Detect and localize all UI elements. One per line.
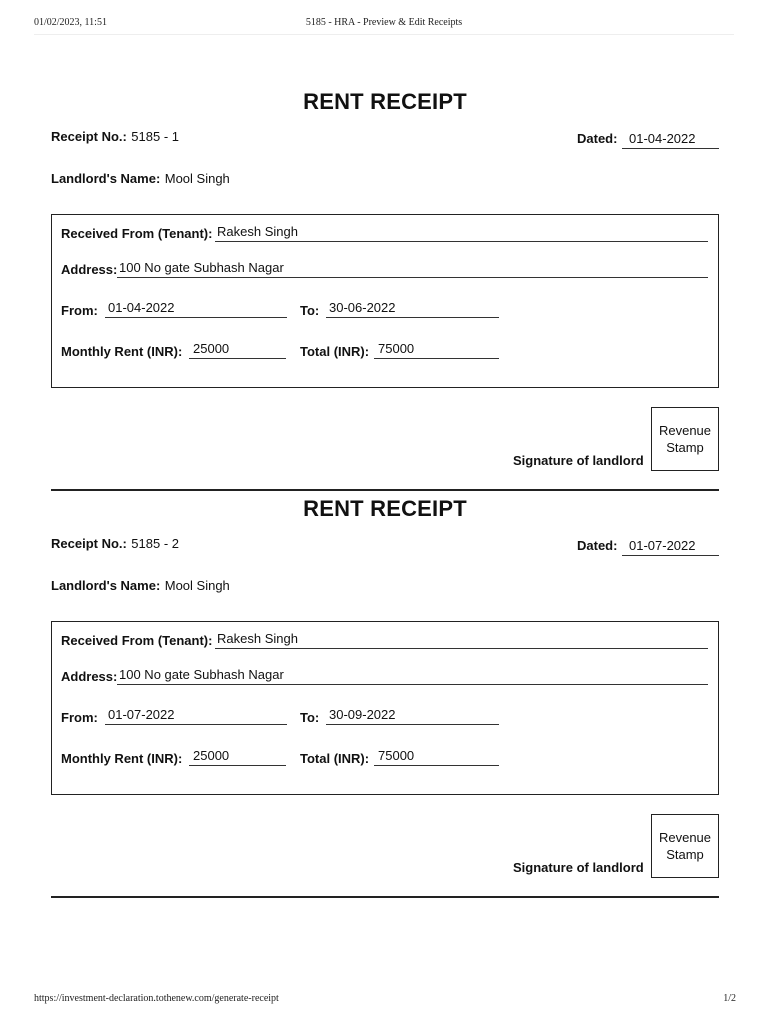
to-date-field[interactable]: 30-09-2022 — [326, 707, 499, 725]
print-page-number: 1/2 — [723, 993, 736, 1004]
received-from-label: Received From (Tenant): — [61, 633, 213, 648]
receipt-title: RENT RECEIPT — [303, 89, 467, 114]
print-url[interactable]: https://investment-declaration.tothenew.com/generate-receipt — [34, 993, 279, 1004]
from-label: From: — [61, 303, 98, 318]
landlord-name-value: Mool Singh — [164, 171, 230, 186]
dated-field[interactable]: 01-07-2022 — [622, 538, 719, 556]
landlord-row — [51, 170, 230, 188]
received-from-label: Received From (Tenant): — [61, 226, 213, 241]
address-field[interactable]: 100 No gate Subhash Nagar — [117, 260, 708, 278]
address-label: Address: — [61, 262, 118, 277]
dated-field[interactable]: 01-04-2022 — [622, 131, 719, 149]
receipt-number-label: Receipt No.: — [51, 536, 127, 551]
receipt-number-value: 5185 - 2 — [131, 536, 179, 551]
revenue-stamp-box — [651, 407, 719, 471]
receipt-number-row — [51, 128, 179, 146]
revenue-stamp-box — [651, 814, 719, 878]
dated-label: Dated: — [577, 538, 618, 553]
receipt-title: RENT RECEIPT — [303, 496, 467, 521]
receipt-separator — [51, 896, 719, 898]
rent-receipt-1 — [51, 89, 719, 497]
tenant-details-box — [51, 621, 719, 795]
landlord-signature-label: Signature of landlord — [513, 860, 644, 875]
landlord-row — [51, 577, 230, 595]
print-header — [34, 17, 734, 31]
tenant-name-field[interactable]: Rakesh Singh — [215, 224, 708, 242]
landlord-name-label: Landlord's Name: — [51, 171, 161, 186]
dated-label: Dated: — [577, 131, 618, 146]
total-field[interactable]: 75000 — [374, 341, 499, 359]
revenue-stamp-line2: Stamp — [666, 440, 704, 455]
to-date-field[interactable]: 30-06-2022 — [326, 300, 499, 318]
rent-receipt-2 — [51, 496, 719, 904]
receipt-number-row — [51, 535, 179, 553]
monthly-rent-label: Monthly Rent (INR): — [61, 751, 183, 766]
revenue-stamp-line1: Revenue — [658, 423, 712, 438]
address-label: Address: — [61, 669, 118, 684]
print-datetime: 01/02/2023, 11:51 — [34, 17, 107, 28]
tenant-details-box — [51, 214, 719, 388]
print-footer — [34, 993, 734, 1007]
monthly-rent-label: Monthly Rent (INR): — [61, 344, 183, 359]
monthly-rent-field[interactable]: 25000 — [189, 748, 286, 766]
tenant-name-field[interactable]: Rakesh Singh — [215, 631, 708, 649]
from-label: From: — [61, 710, 98, 725]
revenue-stamp-line1: Revenue — [658, 830, 712, 845]
total-field[interactable]: 75000 — [374, 748, 499, 766]
total-label: Total (INR): — [300, 751, 370, 766]
landlord-name-value: Mool Singh — [164, 578, 230, 593]
receipt-number-label: Receipt No.: — [51, 129, 127, 144]
landlord-signature-label: Signature of landlord — [513, 453, 644, 468]
landlord-name-label: Landlord's Name: — [51, 578, 161, 593]
address-field[interactable]: 100 No gate Subhash Nagar — [117, 667, 708, 685]
header-divider — [34, 34, 734, 35]
receipt-separator — [51, 489, 719, 491]
print-page-title: 5185 - HRA - Preview & Edit Receipts — [305, 17, 463, 28]
from-date-field[interactable]: 01-04-2022 — [105, 300, 287, 318]
to-label: To: — [300, 710, 320, 725]
revenue-stamp-line2: Stamp — [666, 847, 704, 862]
from-date-field[interactable]: 01-07-2022 — [105, 707, 287, 725]
total-label: Total (INR): — [300, 344, 370, 359]
monthly-rent-field[interactable]: 25000 — [189, 341, 286, 359]
receipt-number-value: 5185 - 1 — [131, 129, 179, 144]
to-label: To: — [300, 303, 320, 318]
